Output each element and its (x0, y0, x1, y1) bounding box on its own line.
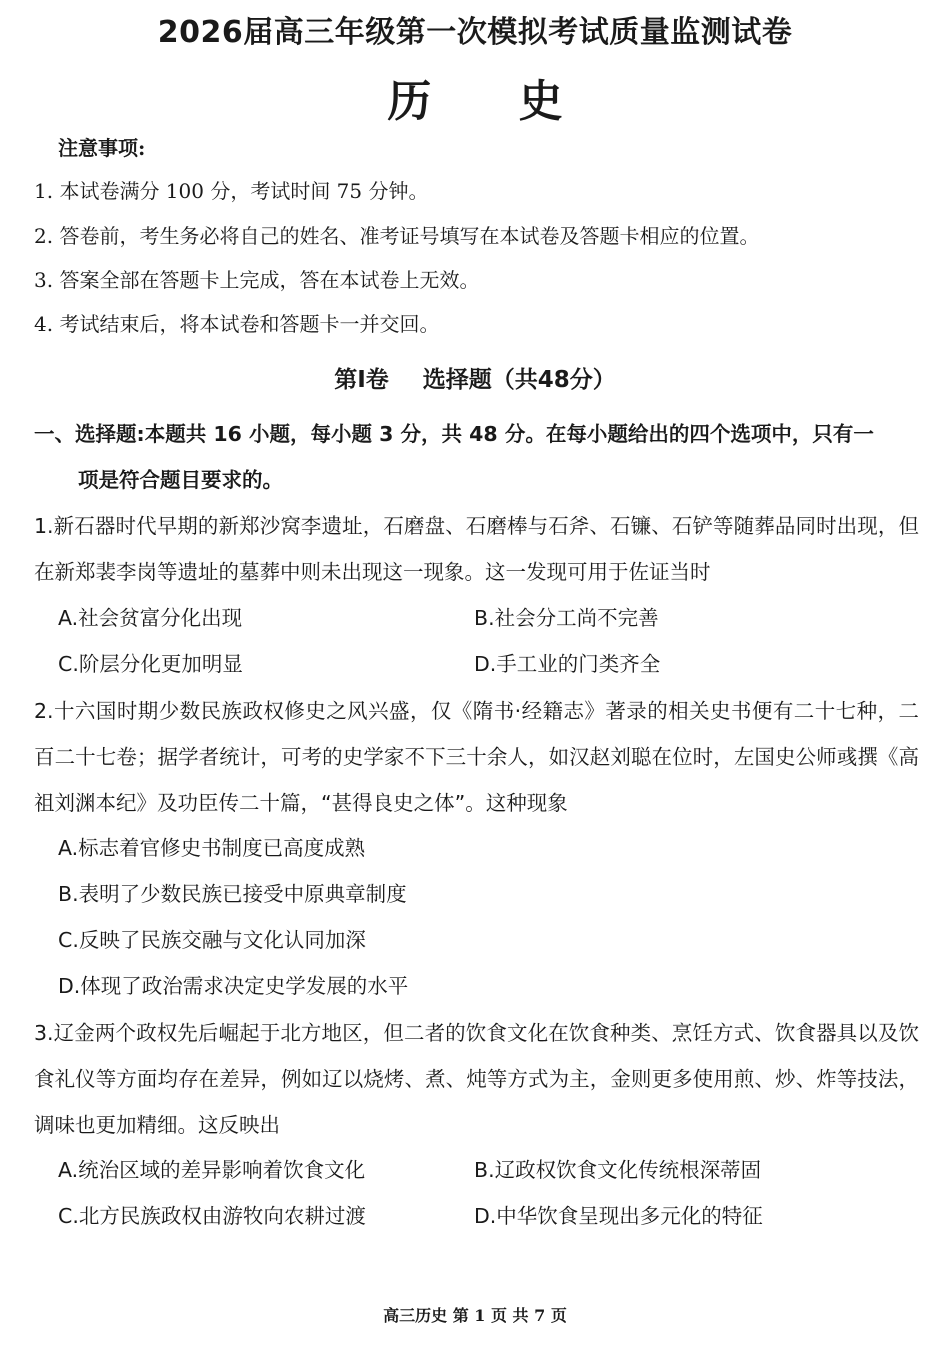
question-3-option-b[interactable]: B.辽政权饮食文化传统根深蒂固 (474, 1158, 762, 1182)
notice-heading: 注意事项: (58, 136, 146, 160)
question-2-option-c[interactable]: C.反映了民族交融与文化认同加深 (58, 928, 366, 952)
instruction-line: 一、选择题:本题共 16 小题，每小题 3 分，共 48 分。在每小题给出的四个选项中，只有一 (34, 422, 874, 446)
exam-title: 2026届高三年级第一次模拟考试质量监测试卷 (157, 15, 793, 50)
instruction (34, 411, 919, 503)
question-3-option-a[interactable]: A.统治区域的差异影响着饮食文化 (58, 1158, 366, 1182)
section-title (0, 364, 950, 396)
question-3-option-d[interactable]: D.中华饮食呈现出多元化的特征 (474, 1204, 763, 1228)
page-footer: 高三历史 第 1 页 共 7 页 (383, 1306, 567, 1325)
question-1-option-b[interactable]: B.社会分工尚不完善 (474, 606, 659, 630)
subject-title: 历 史 (387, 76, 599, 127)
question-3-option-c[interactable]: C.北方民族政权由游牧向农耕过渡 (58, 1204, 366, 1228)
notice-item: 2. 答卷前，考生务必将自己的姓名、准考证号填写在本试卷及答题卡相应的位置。 (34, 224, 760, 248)
notice-item: 1. 本试卷满分 100 分，考试时间 75 分钟。 (34, 179, 429, 203)
question-3-stem: 3.辽金两个政权先后崛起于北方地区，但二者的饮食文化在饮食种类、烹饪方式、饮食器具以及饮食礼仪等方面均存在差异，例如辽以烧烤、煮、炖等方式为主，金则更多使用煎、炒、炸等技法，调味也更加精细。这反映出 (34, 1021, 919, 1137)
section-part: 第I卷 (334, 367, 389, 393)
question-2-option-b[interactable]: B.表明了少数民族已接受中原典章制度 (58, 882, 407, 906)
question-2-stem: 2.十六国时期少数民族政权修史之风兴盛，仅《隋书·经籍志》著录的相关史书便有二十七种，二百二十七卷；据学者统计，可考的史学家不下三十余人，如汉赵刘聪在位时，左国史公师彧撰《高祖刘渊本纪》及功臣传二十篇，“甚得良史之体”。这种现象 (34, 699, 919, 815)
question-2-option-d[interactable]: D.体现了政治需求决定史学发展的水平 (58, 974, 409, 998)
question-1-stem: 1.新石器时代早期的新郑沙窝李遗址，石磨盘、石磨棒与石斧、石镰、石铲等随葬品同时出现，但在新郑裴李岗等遗址的墓葬中则未出现这一现象。这一发现可用于佐证当时 (34, 514, 919, 584)
notice-item: 3. 答案全部在答题卡上完成，答在本试卷上无效。 (34, 268, 480, 292)
question-1-option-c[interactable]: C.阶层分化更加明显 (58, 652, 243, 676)
instruction-line: 项是符合题目要求的。 (78, 468, 283, 492)
section-name: 选择题（共48分） (422, 367, 616, 393)
question-1-option-a[interactable]: A.社会贫富分化出现 (58, 606, 243, 630)
question-2-option-a[interactable]: A.标志着官修史书制度已高度成熟 (58, 836, 366, 860)
notice-item: 4. 考试结束后，将本试卷和答题卡一并交回。 (34, 312, 440, 336)
question-1-option-d[interactable]: D.手工业的门类齐全 (474, 652, 661, 676)
